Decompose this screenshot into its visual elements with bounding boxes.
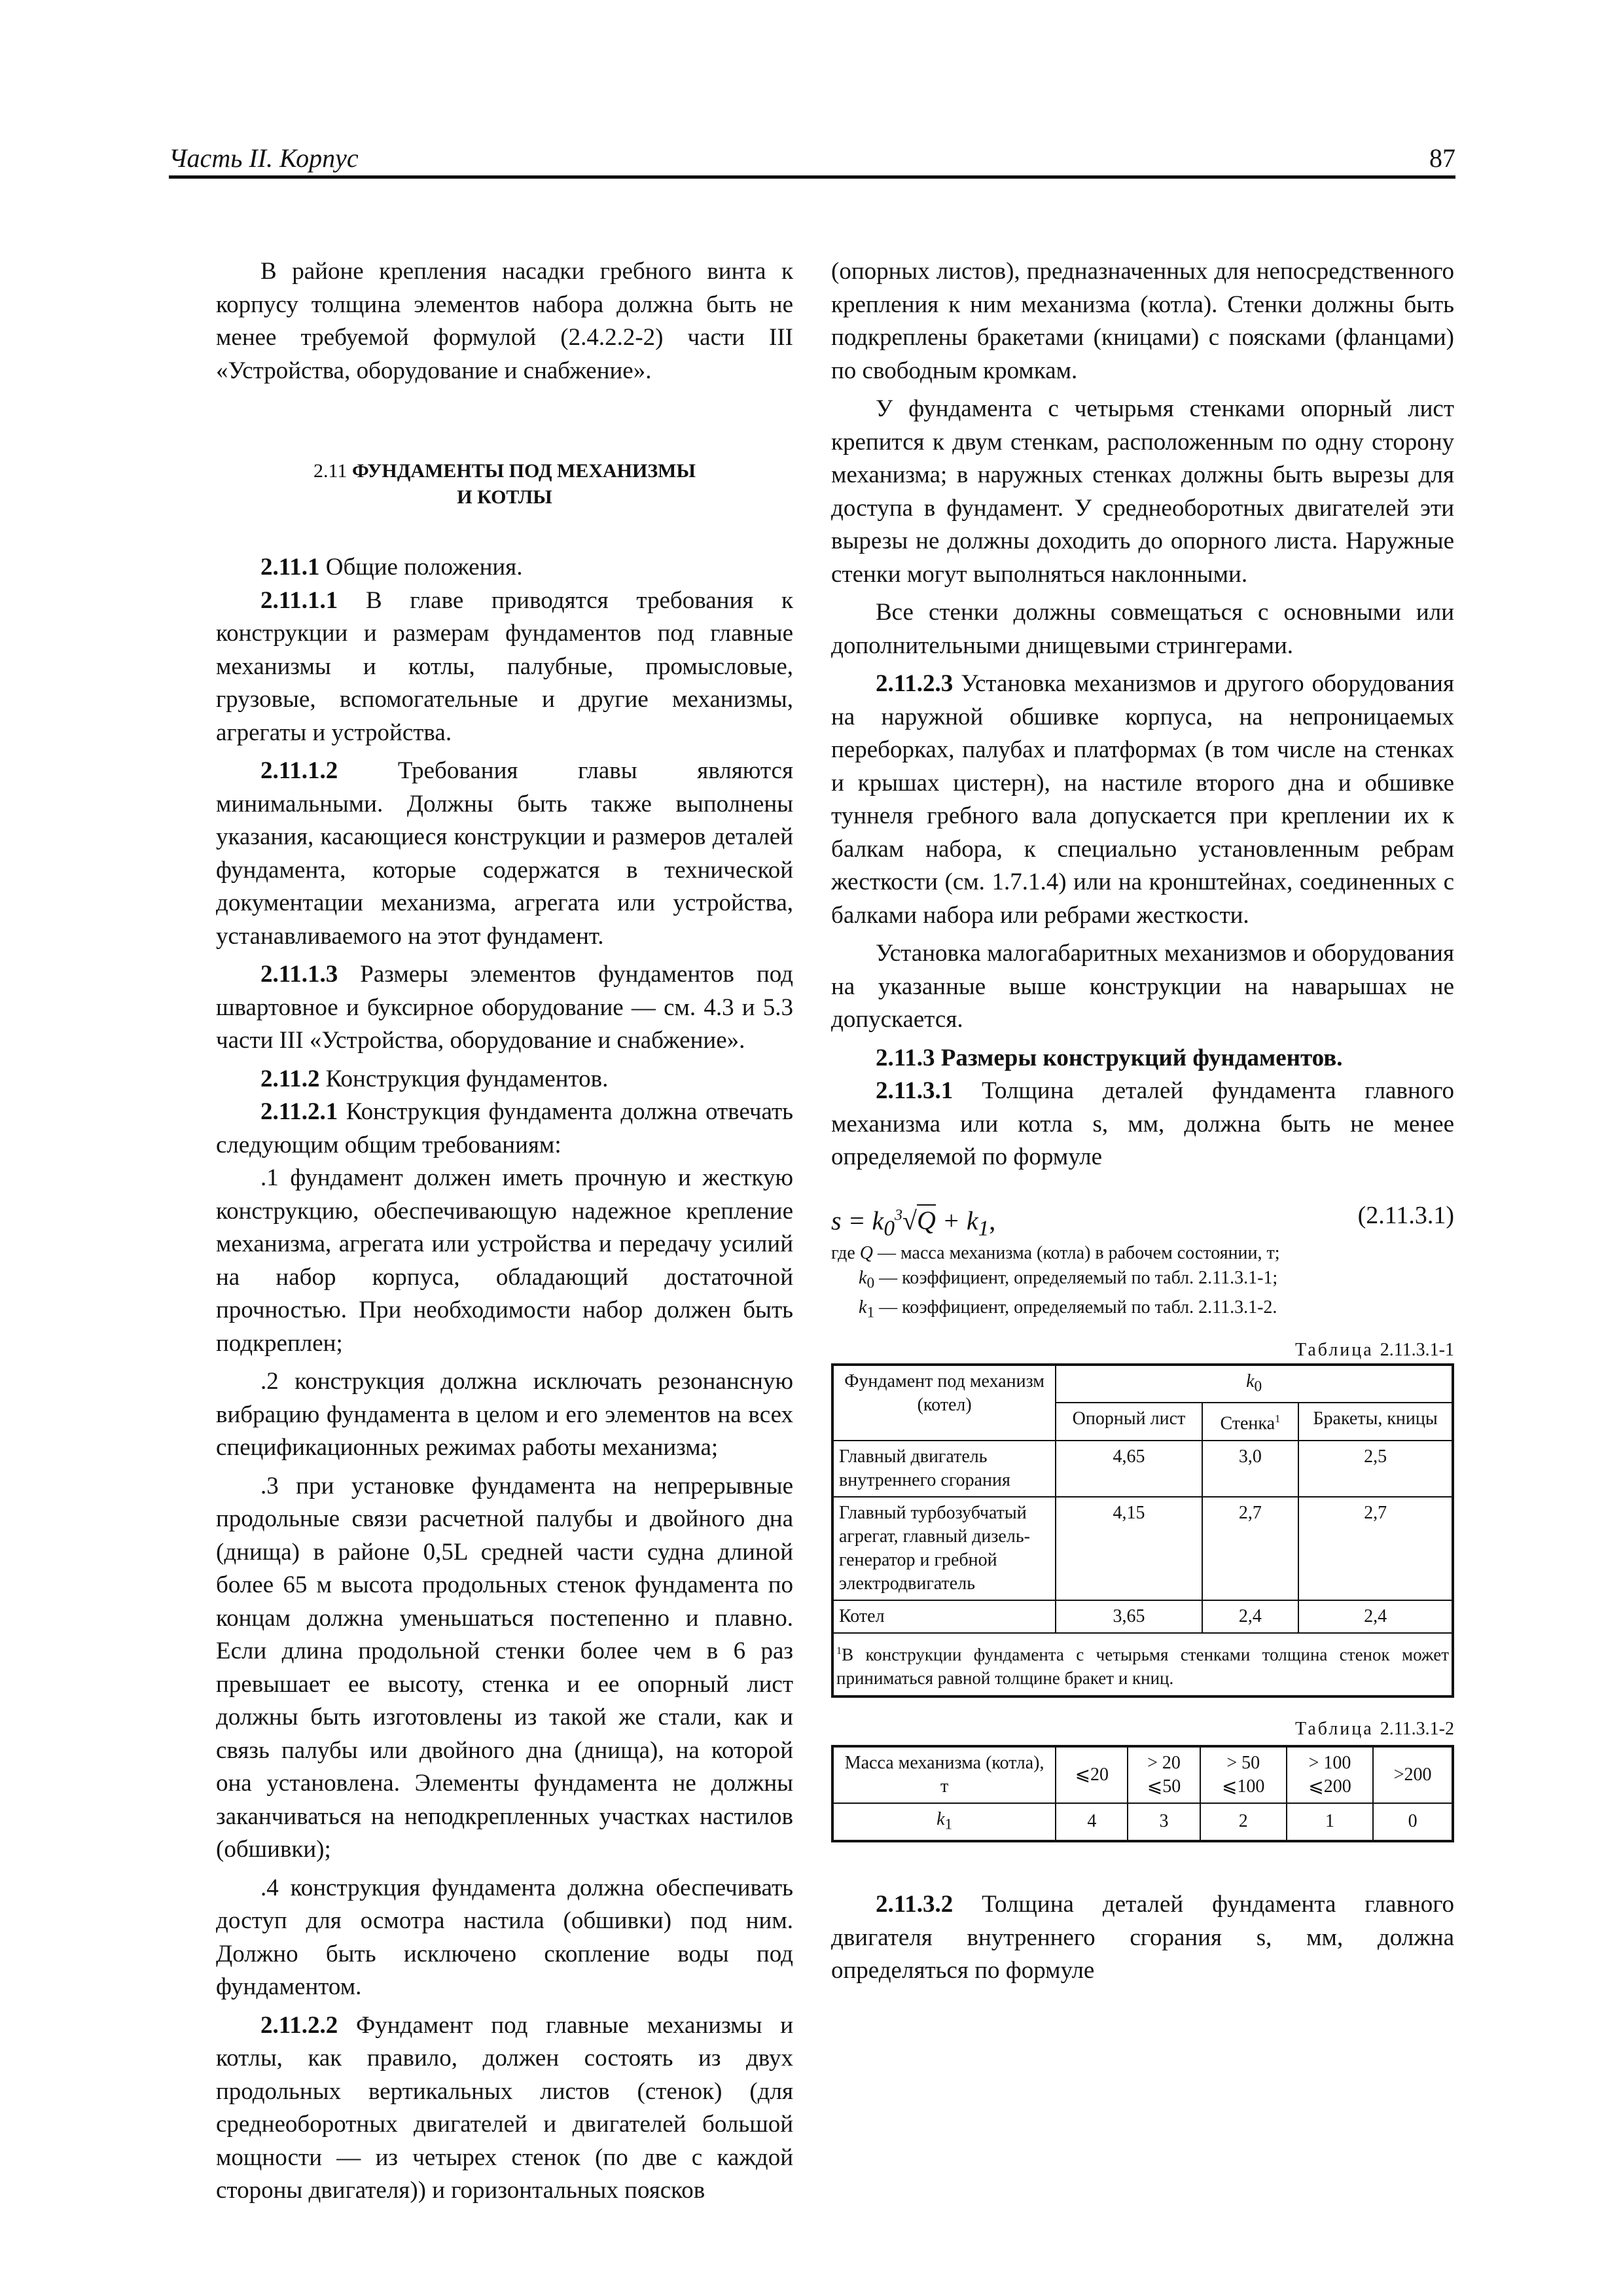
clause-text: Установка механизмов и другого оборудования на наружной обшивке корпуса, на непроницаемых переборках, палубах и платформах (в том числе на стенках и крышах цистерн), на настиле второго дна и обшивке туннеля гребного вала допускается при креплении их к балкам набора, к специально установленным ребрам жесткости (см. 1.7.1.4) или на кронштейнах, соединенных с балками набора или ребрами жесткости. — [831, 670, 1454, 929]
formula-number: (2.11.3.1) — [1357, 1201, 1454, 1229]
root-index: 3 — [894, 1206, 902, 1224]
table-cell: > 50 ⩽100 — [1200, 1746, 1287, 1803]
legend-k1: $k_1$ — коэффициент, определяемый по табл. 2.11.3.1-2. — [859, 1297, 1277, 1321]
table-row — [832, 1497, 1453, 1600]
legend-k0: $k_0$ — коэффициент, определяемый по табл. 2.11.3.1-1; — [859, 1267, 1278, 1292]
table-row — [832, 1746, 1453, 1803]
table-header-cell: Опорный лист — [1056, 1403, 1202, 1440]
paragraph-2-11-2-1 — [216, 1096, 793, 1162]
intro-paragraph: В районе крепления насадки гребного винта к корпусу толщина элементов набора должна быть не менее требуемой формулой (2.4.2.2-2) части III «Устройства, оборудование и снабжение». — [216, 258, 793, 384]
running-title: Часть II. Корпус — [169, 143, 359, 173]
subsection-number: 2.11.1 — [260, 554, 320, 581]
table-header-cell: Стенка$^1$ — [1202, 1403, 1298, 1440]
section-title-line1: ФУНДАМЕНТЫ ПОД МЕХАНИЗМЫ — [351, 460, 696, 482]
clause-text: Фундамент под главные механизмы и котлы, как правило, должен состоять из двух продольных вертикальных листов (стенок) (для среднеоборотных двигателей и двигателей большой мощности — из четырех стенок (по две с каждой стороны двигателя)) и горизонтальных поясков — [216, 2011, 794, 2204]
table-cell: Главный двигатель внутреннего сгорания — [832, 1441, 1056, 1497]
table-cell: Котел — [832, 1600, 1056, 1633]
paragraph-small-mechanisms: Установка малогабаритных механизмов и оборудования на указанные выше конструкции на наварышах не допускается. — [831, 940, 1454, 1033]
continued-paragraph: (опорных листов), предназначенных для непосредственного крепления к ним механизма (котла). Стенки должны быть подкреплены бракетами (кницами) с поясками (фланцами) по свободным кромкам. — [831, 258, 1454, 384]
clause-number: 2.11.2.1 — [260, 1098, 338, 1125]
clause-text: Толщина деталей фундамента главного двигателя внутреннего сгорания s, мм, должна определяться по формуле — [831, 1891, 1454, 1984]
table-header-cell: $k_0$ — [1056, 1365, 1453, 1403]
paragraph-walls-stringers: Все стенки должны совмещаться с основными или дополнительными днищевыми стрингерами. — [831, 599, 1454, 659]
table-cell: 2,7 — [1298, 1497, 1453, 1600]
subsection-title: Размеры конструкций фундаментов. — [940, 1044, 1343, 1071]
legend-q: где Q — масса механизма (котла) в рабочем состоянии, т; — [831, 1242, 1280, 1263]
subsection-2-11-2 — [216, 1063, 793, 1096]
clause-number: 2.11.3.2 — [876, 1891, 954, 1918]
right-column — [831, 255, 1454, 1988]
table-header-row — [832, 1365, 1453, 1403]
table-header-cell: Фундамент под механизм (котел) — [832, 1365, 1056, 1441]
paragraph-four-walls: У фундамента с четырьмя стенками опорный лист крепится к двум стенкам, расположенным по одну сторону механизма; в наружных стенках должны быть вырезы для доступа в фундамент. У среднеоборотных двигателей эти вырезы не должны доходить до опорного листа. Наружные стенки могут выполняться наклонными. — [831, 395, 1454, 588]
table-cell: >200 — [1373, 1746, 1453, 1803]
subsection-number: 2.11.3 — [876, 1044, 935, 1071]
clause-number: 2.11.1.3 — [260, 961, 338, 988]
table-header-cell: $k_1$ — [832, 1803, 1056, 1842]
table-cell: 4 — [1056, 1803, 1128, 1842]
subsection-2-11-1 — [216, 551, 793, 584]
paragraph-2-11-1-2 — [216, 755, 793, 953]
subsection-number: 2.11.2 — [260, 1065, 320, 1092]
formula-legend — [831, 1241, 1454, 1325]
section-title — [216, 458, 793, 511]
table-k0 — [831, 1363, 1454, 1698]
table-cell: > 20 ⩽50 — [1128, 1746, 1200, 1803]
paragraph-2-11-2-3 — [831, 668, 1454, 932]
clause-text: В главе приводятся требования к конструкции и размерам фундаментов под главные механизмы и котлы, палубные, промысловые, грузовые, вспомогательные и другие механизмы, агрегаты и устройства. — [216, 586, 793, 746]
section-title-line2: И КОТЛЫ — [457, 486, 552, 508]
paragraph-2-11-2-2 — [216, 2009, 793, 2208]
table-header-cell: Масса механизма (котла), т — [832, 1746, 1056, 1803]
section-number: 2.11 — [313, 460, 348, 482]
formula-2-11-3-1 — [831, 1193, 1454, 1238]
table-cell: 4,15 — [1056, 1497, 1202, 1600]
left-column — [216, 255, 793, 2208]
table-cell: 2,4 — [1298, 1600, 1453, 1633]
table-cell: 3,65 — [1056, 1600, 1202, 1633]
paragraph-2-11-3-1 — [831, 1075, 1454, 1174]
table-cell: 0 — [1373, 1803, 1453, 1842]
page-number: 87 — [1429, 143, 1455, 173]
table-cell: 2,5 — [1298, 1441, 1453, 1497]
clause-text: Размеры элементов фундаментов под швартовное и буксирное оборудование — см. 4.3 и 5.3 части III «Устройства, оборудование и снабжение». — [216, 961, 794, 1054]
clause-number: 2.11.1.1 — [260, 586, 338, 614]
paragraph-2-11-1-3 — [216, 958, 793, 1058]
table-cell: 2,4 — [1202, 1600, 1298, 1633]
subsection-title: Общие положения. — [325, 554, 523, 581]
table-cell: 4,65 — [1056, 1441, 1202, 1497]
clause-text: Толщина деталей фундамента главного механизма или котла s, мм, должна быть не менее определяемой по формуле — [831, 1077, 1454, 1170]
table-footnote: $^1$В конструкции фундамента с четырьмя стенками толщина стенок может приниматься равной толщине бракет и книц. — [832, 1633, 1453, 1696]
table-cell: ⩽20 — [1056, 1746, 1128, 1803]
clause-number: 2.11.2.2 — [260, 2011, 338, 2039]
table-row — [832, 1600, 1453, 1633]
list-item-4: .4 конструкция фундамента должна обеспечивать доступ для осмотра настила (обшивки) под ним. Должно быть исключено скопление воды под фундаментом. — [216, 1874, 793, 2000]
formula-expression: $s = k_0^3√Q + k_1$, — [831, 1205, 996, 1240]
table1-caption: Таблица 2.11.3.1-1 — [1294, 1339, 1454, 1360]
clause-number: 2.11.1.2 — [260, 757, 338, 784]
clause-number: 2.11.2.3 — [876, 670, 954, 697]
table-k1 — [831, 1745, 1454, 1843]
table-footnote-row — [832, 1633, 1453, 1696]
table-cell: 2 — [1200, 1803, 1287, 1842]
header-rule — [169, 175, 1455, 179]
clause-text: Требования главы являются минимальными. Должны быть также выполнены указания, касающиеся конструкции и размеров деталей фундамента, которые содержатся в технической документации механизма, агрегата или устройства, устанавливаемого на этот фундамент. — [216, 757, 793, 950]
table-cell: 2,7 — [1202, 1497, 1298, 1600]
list-item-3: .3 при установке фундамента на непрерывные продольные связи расчетной палубы и двойного дна (днища) в районе 0,5L средней части судна длиной более 65 м высота продольных стенок фундамента по концам должна уменьшаться постепенно и плавно. Если длина продольной стенки более чем в 6 раз превышает ее высоту, стенка и ее опорный лист должны быть изготовлены из такой же стали, как и связь палубы или двойного дна (днища), на которой она установлена. Элементы фундамента не должны заканчиваться на неподкрепленных участках настилов (обшивки); — [216, 1472, 793, 1863]
table-header-cell: Бракеты, кницы — [1298, 1403, 1453, 1440]
table-cell: 3,0 — [1202, 1441, 1298, 1497]
table-cell: 3 — [1128, 1803, 1200, 1842]
table-row — [832, 1441, 1453, 1497]
list-item-1: .1 фундамент должен иметь прочную и жесткую конструкцию, обеспечивающую надежное крепление механизма, агрегата или устройства и передачу усилий на набор корпуса, обладающий достаточной прочностью. При необходимости набор должен быть подкреплен; — [216, 1164, 793, 1357]
subsection-title: Конструкция фундаментов. — [325, 1065, 609, 1092]
table-cell: 1 — [1287, 1803, 1373, 1842]
clause-number: 2.11.3.1 — [876, 1077, 954, 1104]
paragraph-2-11-3-2 — [831, 1888, 1454, 1988]
list-item-2: .2 конструкция должна исключать резонансную вибрацию фундамента в целом и его элементов на всех спецификационных режимах работы механизма; — [216, 1368, 793, 1461]
table2-caption: Таблица 2.11.3.1-2 — [1294, 1718, 1454, 1739]
clause-text: Конструкция фундамента должна отвечать следующим общим требованиям: — [216, 1098, 793, 1158]
table-cell: Главный турбозубчатый агрегат, главный дизель-генератор и гребной электродвигатель — [832, 1497, 1056, 1600]
subsection-2-11-3 — [831, 1042, 1454, 1075]
radicand: Q — [916, 1205, 936, 1235]
table-cell: > 100 ⩽200 — [1287, 1746, 1373, 1803]
table-row — [832, 1803, 1453, 1842]
paragraph-2-11-1-1 — [216, 584, 793, 750]
